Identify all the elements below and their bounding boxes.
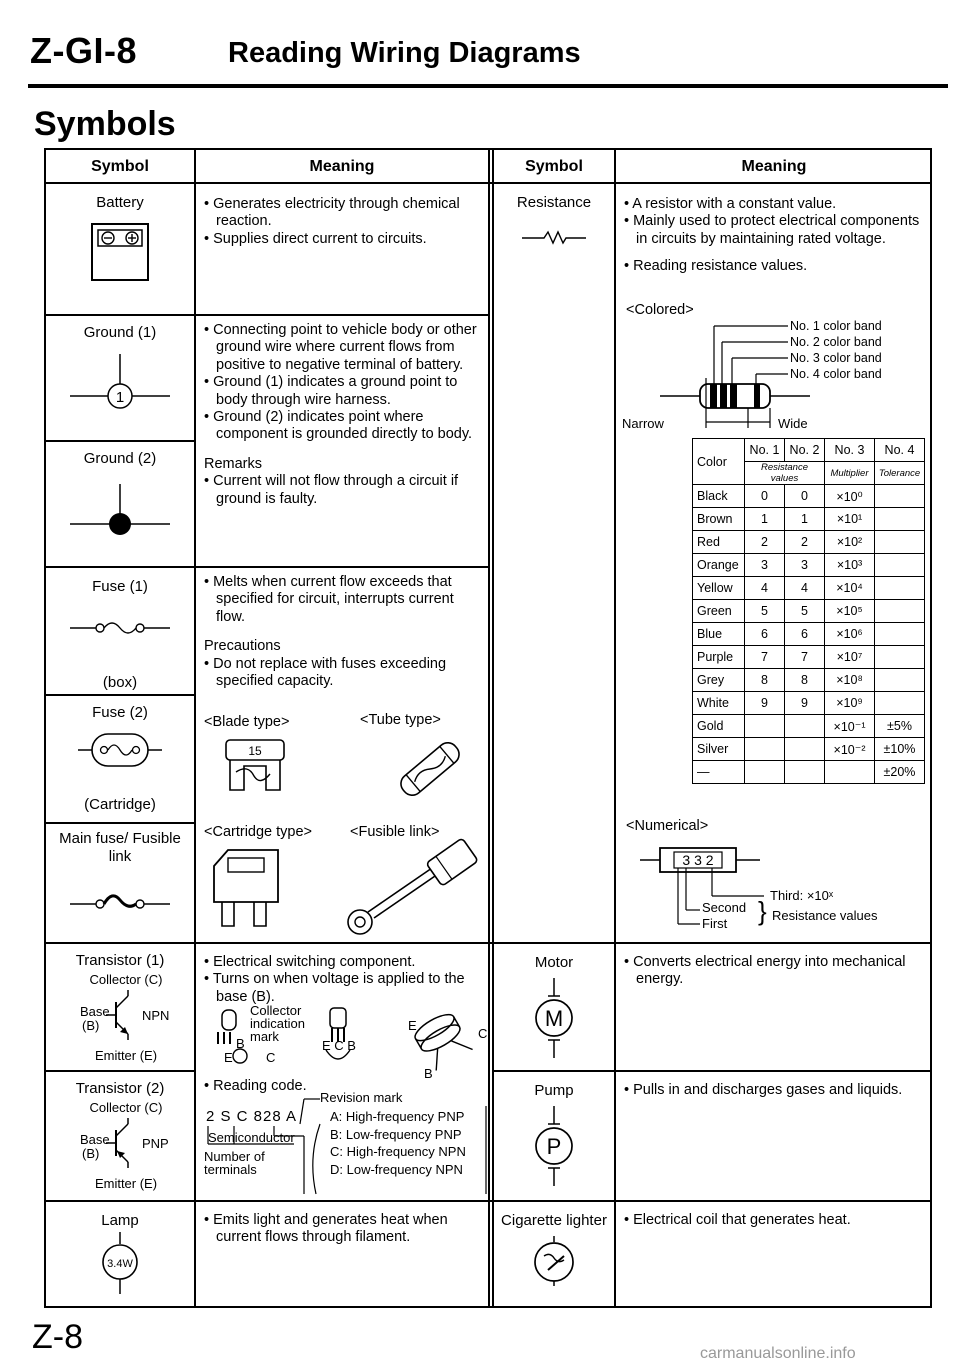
page-number: Z-8 — [32, 1318, 83, 1356]
color-table-cell: ×10⁻¹ — [825, 715, 875, 738]
color-table-row — [693, 577, 925, 600]
row-divider — [44, 1200, 932, 1202]
color-table-cell — [875, 554, 925, 577]
main-fuse-icon — [70, 892, 170, 912]
color-table-cell: Blue — [693, 623, 745, 646]
ground1-icon — [70, 354, 170, 424]
col-divider — [614, 148, 616, 1308]
lamp-label: Lamp — [101, 1212, 139, 1229]
header-rule — [44, 182, 932, 184]
color-header-cell: No. 4 — [875, 439, 925, 462]
color-header-cell: No. 3 — [825, 439, 875, 462]
color-table-cell: Yellow — [693, 577, 745, 600]
transistor1-base: Base — [80, 1004, 110, 1019]
color-table-cell: Grey — [693, 669, 745, 692]
header-meaning-left: Meaning — [309, 158, 375, 175]
color-subheader-cell: Multiplier — [825, 462, 875, 485]
color-table-cell: 1 — [745, 508, 785, 531]
fuse-meaning-1: • Melts when current flow exceeds that specified for circuit, interrupts current flow. — [204, 574, 454, 625]
ground-meaning-2: • Ground (1) indicates a ground point to body through wire harness. — [204, 374, 458, 408]
code-a: A: High-frequency PNP — [330, 1109, 465, 1124]
section-title: Symbols — [34, 105, 176, 143]
motor-letter: M — [544, 1006, 564, 1031]
collector-indication — [250, 1004, 305, 1043]
color-table-cell: 4 — [785, 577, 825, 600]
transistor2-type: PNP — [142, 1136, 169, 1151]
color-subheader-cell: Resistance values — [745, 462, 825, 485]
cartridge-fuse-icon — [208, 846, 288, 932]
blade-fuse-icon — [222, 736, 292, 802]
transistor1-label: Transistor (1) — [75, 952, 165, 969]
color-table-cell: 0 — [785, 485, 825, 508]
can-pin-e: E — [408, 1018, 417, 1033]
tube-type-label: <Tube type> — [360, 712, 441, 728]
pin-e-label: E — [224, 1050, 233, 1065]
color-table-cell: ±20% — [875, 761, 925, 784]
npn-transistor-icon — [106, 990, 136, 1040]
semiconductor-label: Semiconductor — [208, 1130, 295, 1145]
can-pin-c: C — [478, 1026, 488, 1041]
ground2-icon — [70, 484, 170, 544]
motor-icon — [534, 978, 574, 1058]
color-table-cell: Gold — [693, 715, 745, 738]
pump-letter: P — [546, 1134, 562, 1159]
color-table-cell: 8 — [745, 669, 785, 692]
color-table-cell: ×10⁴ — [825, 577, 875, 600]
page-title: Reading Wiring Diagrams — [228, 37, 581, 69]
color-header-cell: No. 2 — [785, 439, 825, 462]
fuse-cartridge-icon — [78, 730, 162, 770]
lighter-meaning-1: • Electrical coil that generates heat. — [624, 1212, 851, 1228]
color-table-header-row — [693, 439, 925, 462]
row-divider — [44, 822, 194, 824]
transistor2-emitter: Emitter (E) — [94, 1176, 158, 1191]
color-table-cell: 3 — [785, 554, 825, 577]
watermark: carmanualsonline.info — [700, 1345, 856, 1362]
color-table-cell — [875, 577, 925, 600]
fuse-precautions: • Do not replace with fuses exceeding specified capacity. — [204, 655, 447, 690]
row-divider — [44, 1070, 194, 1072]
resistance-values-label: Resistance values — [772, 908, 878, 923]
pnp-transistor-icon — [106, 1118, 136, 1168]
resistance-meaning-1: • A resistor with a constant value. — [624, 196, 837, 212]
fusible-link-type-label: <Fusible link> — [350, 824, 440, 840]
color-table-cell — [875, 508, 925, 531]
color-table-cell — [785, 761, 825, 784]
svg-text:1: 1 — [115, 389, 125, 406]
color-table-row — [693, 485, 925, 508]
ground2-label: Ground (2) — [83, 450, 157, 467]
color-table-cell — [875, 646, 925, 669]
header-symbol-right: Symbol — [525, 158, 583, 175]
color-table-cell: ×10⁰ — [825, 485, 875, 508]
color-table-cell: ×10¹ — [825, 508, 875, 531]
lamp-icon — [98, 1232, 142, 1294]
pump-meaning-1: • Pulls in and discharges gases and liquids. — [624, 1082, 903, 1098]
transistor-meaning-2: • Turns on when voltage is applied to the base (B). — [204, 971, 465, 1005]
color-table-cell: Brown — [693, 508, 745, 531]
ground1-label: Ground (1) — [83, 324, 157, 341]
transistor-meaning-1: • Electrical switching component. — [204, 954, 416, 970]
battery-meaning-2: • Supplies direct current to circuits. — [204, 230, 427, 247]
color-table-row — [693, 623, 925, 646]
reading-code-label: • Reading code. — [204, 1078, 307, 1094]
blade-type-label: <Blade type> — [204, 714, 290, 730]
color-table-cell: ×10⁻² — [825, 738, 875, 761]
numerical-label: <Numerical> — [626, 818, 709, 834]
motor-meaning-1: • Converts electrical energy into mechanical energy. — [624, 954, 906, 988]
color-table-cell — [825, 761, 875, 784]
color-table-cell: 5 — [745, 600, 785, 623]
color-table-cell: 6 — [745, 623, 785, 646]
color-table-cell: 5 — [785, 600, 825, 623]
color-table-cell: Black — [693, 485, 745, 508]
color-table-cell: 2 — [745, 531, 785, 554]
band1-label: No. 1 color band — [790, 319, 882, 333]
color-table-cell: Orange — [693, 554, 745, 577]
lamp-meaning — [204, 1212, 486, 1247]
transistor2-label: Transistor (2) — [75, 1080, 165, 1097]
transistor-meaning — [204, 954, 486, 1006]
col-divider — [194, 148, 196, 1308]
header-symbol-left: Symbol — [91, 158, 149, 175]
color-table-cell — [875, 531, 925, 554]
color-table-cell: 6 — [785, 623, 825, 646]
color-table-cell: ×10² — [825, 531, 875, 554]
color-table-cell — [875, 692, 925, 715]
row-divider — [44, 694, 194, 696]
color-table-row — [693, 531, 925, 554]
color-table-cell: 0 — [745, 485, 785, 508]
mainfuse-label: Main fuse/ Fusible link — [59, 830, 181, 865]
color-table-cell: ×10³ — [825, 554, 875, 577]
transistor1-collector: Collector (C) — [89, 972, 163, 987]
pin-c-label: C — [266, 1050, 276, 1065]
can-pin-b: B — [424, 1066, 433, 1081]
motor-label: Motor — [534, 954, 574, 971]
color-table-cell — [875, 600, 925, 623]
color-table-cell: 3 — [745, 554, 785, 577]
ground-meaning-3: • Ground (2) indicates point where component is grounded directly to body. — [204, 409, 473, 443]
color-header-cell: Color — [693, 439, 745, 485]
color-table-cell: Red — [693, 531, 745, 554]
fuse1-label: Fuse (1) — [92, 578, 148, 595]
color-table-cell: Green — [693, 600, 745, 623]
color-header-cell: No. 1 — [745, 439, 785, 462]
cartridge-type-label: <Cartridge type> — [204, 824, 313, 840]
color-table-cell: 9 — [745, 692, 785, 715]
transistor1-type: NPN — [142, 1008, 170, 1023]
header-rule — [28, 84, 948, 88]
second-digit-label: Second — [702, 900, 747, 915]
transistor2-base: Base — [80, 1132, 110, 1147]
color-subheader-cell: Tolerance — [875, 462, 925, 485]
color-table-cell: 8 — [785, 669, 825, 692]
pins-ecb-label: E C B — [322, 1038, 356, 1053]
color-table-cell: White — [693, 692, 745, 715]
color-table-cell: 2 — [785, 531, 825, 554]
color-table-cell — [875, 669, 925, 692]
battery-label: Battery — [96, 194, 144, 211]
color-table-cell: ×10⁷ — [825, 646, 875, 669]
color-table-row — [693, 738, 925, 761]
color-table-cell: ×10⁹ — [825, 692, 875, 715]
battery-icon — [90, 222, 150, 282]
color-table-cell: ×10⁶ — [825, 623, 875, 646]
color-table-row — [693, 600, 925, 623]
lighter-meaning — [624, 1212, 924, 1229]
motor-meaning — [624, 954, 924, 989]
color-table-cell: ±5% — [875, 715, 925, 738]
color-table-row — [693, 715, 925, 738]
band2-label: No. 2 color band — [790, 335, 882, 349]
color-table-row — [693, 508, 925, 531]
resistance-reading: • Reading resistance values. — [624, 258, 808, 275]
row-divider — [44, 440, 194, 442]
color-table-cell: 1 — [785, 508, 825, 531]
fusible-link-icon — [340, 838, 490, 938]
band3-label: No. 3 color band — [790, 351, 882, 365]
ground-remarks-title: Remarks — [204, 455, 263, 472]
transistor1-base-b: (B) — [82, 1018, 100, 1033]
color-table-row — [693, 646, 925, 669]
code-d: D: Low-frequency NPN — [330, 1161, 463, 1177]
row-divider — [492, 1070, 932, 1072]
color-table-cell: ×10⁸ — [825, 669, 875, 692]
resistance-label: Resistance — [516, 194, 592, 211]
band4-label: No. 4 color band — [790, 367, 882, 381]
ground-meaning — [204, 322, 486, 508]
color-table-cell — [745, 761, 785, 784]
header-meaning-right: Meaning — [741, 158, 807, 175]
color-table-cell: ×10⁵ — [825, 600, 875, 623]
color-table-cell — [745, 738, 785, 761]
color-table-row — [693, 692, 925, 715]
code-example: 2 S C 828 A — [206, 1108, 298, 1125]
code-c: C: High-frequency NPN — [330, 1144, 466, 1160]
color-code-table — [692, 438, 925, 784]
fuse-box-icon — [70, 618, 170, 638]
color-table-cell — [785, 715, 825, 738]
third-digit-label: Third: ×10ˣ — [770, 888, 834, 903]
color-table-cell: 7 — [745, 646, 785, 669]
pump-meaning — [624, 1082, 924, 1099]
transistor2-collector: Collector (C) — [89, 1100, 163, 1115]
color-table-cell: — — [693, 761, 745, 784]
color-table-cell — [745, 715, 785, 738]
pin-b-label: B — [236, 1036, 245, 1051]
collector-indication-2: indication — [250, 1016, 305, 1031]
resistance-meaning-2: • Mainly used to protect electrical components in circuits by maintaining rated voltage. — [624, 213, 920, 247]
ground-remarks: • Current will not flow through a circuit if ground is faulty. — [204, 473, 459, 507]
fuse2-sublabel: (Cartridge) — [84, 796, 156, 813]
fuse-precautions-title: Precautions — [204, 638, 281, 655]
narrow-label: Narrow — [622, 416, 664, 431]
revision-mark-label: Revision mark — [320, 1090, 403, 1105]
collector-indication-1: Collector — [250, 1003, 302, 1018]
code-b: B: Low-frequency PNP — [330, 1126, 462, 1142]
fuse2-label: Fuse (2) — [92, 704, 148, 721]
pump-label: Pump — [534, 1082, 574, 1099]
color-table-cell — [785, 738, 825, 761]
lamp-rating: 3.4W — [107, 1258, 133, 1270]
color-table-cell — [875, 485, 925, 508]
color-table-row — [693, 554, 925, 577]
color-table-cell: 9 — [785, 692, 825, 715]
ground-meaning-1: • Connecting point to vehicle body or other ground wire where current flows from positive to negative terminal of battery. — [204, 322, 477, 373]
numerical-code: 3 3 2 — [682, 852, 714, 868]
battery-meaning-1: • Generates electricity through chemical reaction. — [204, 196, 460, 230]
fuse1-sublabel: (box) — [102, 674, 138, 691]
color-table-cell: ±10% — [875, 738, 925, 761]
transistor2-base-b: (B) — [82, 1146, 100, 1161]
color-table-row — [693, 761, 925, 784]
color-table-cell: 7 — [785, 646, 825, 669]
color-table-cell: Purple — [693, 646, 745, 669]
color-table-cell — [875, 623, 925, 646]
color-table-cell: Silver — [693, 738, 745, 761]
num-terminals-label: Number of terminals — [204, 1149, 265, 1177]
row-divider — [44, 566, 490, 568]
brace: } — [758, 896, 767, 926]
pump-icon — [534, 1106, 574, 1186]
transistor1-emitter: Emitter (E) — [94, 1048, 158, 1063]
tube-fuse-icon — [390, 734, 470, 804]
cigarette-lighter-icon — [532, 1236, 576, 1286]
frequency-codes — [330, 1108, 466, 1178]
blade-fuse-rating: 15 — [248, 744, 262, 758]
lighter-label: Cigarette lighter — [501, 1212, 607, 1229]
wide-label: Wide — [778, 416, 808, 431]
first-digit-label: First — [702, 916, 728, 931]
collector-indication-3: mark — [250, 1029, 279, 1044]
battery-meaning — [204, 196, 486, 248]
row-divider — [44, 314, 490, 316]
color-table-cell: 4 — [745, 577, 785, 600]
resistor-icon — [522, 230, 586, 244]
lamp-meaning-1: • Emits light and generates heat when current flows through filament. — [204, 1212, 448, 1246]
page-code: Z-GI-8 — [30, 30, 137, 71]
transistor-can-icon — [406, 1006, 482, 1072]
color-band-resistor-icon — [660, 318, 810, 428]
color-table-row — [693, 669, 925, 692]
fuse-meaning — [204, 574, 486, 690]
colored-label: <Colored> — [626, 302, 694, 318]
row-divider — [44, 942, 932, 944]
resistance-meaning — [624, 196, 924, 276]
